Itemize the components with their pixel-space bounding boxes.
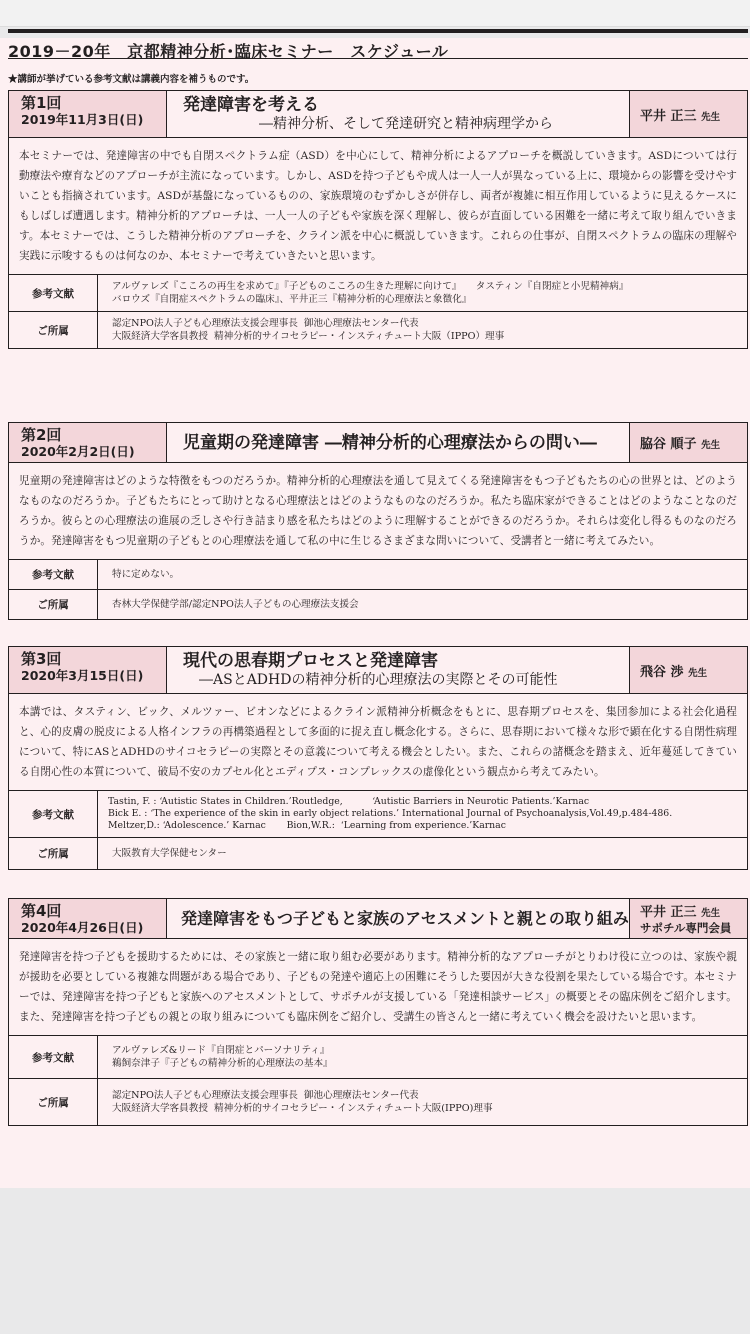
- session-3: [8, 646, 748, 870]
- session-description: 児童期の発達障害はどのような特徴をもつのだろうか。精神分析的心理療法を通して見えてくる発達障害をもつ子どもたちの心の世界とは、どのようなものなのだろうか。子どもたちにとって助けとなる心理療法とはどのようなものなのだろうか。私たち臨床家ができることはどのようなことなのだろうか。彼らとの心理療法の進展の乏しさや行き詰まり感を私たちはどのように理解することができるのだろうか。それらは変化し得るものなのだろうか。発達障害をもつ児童期の子どもとの心理療法を通して私の中に生じるさまざまな問いについて、受講者と一緒に考えてみたい。: [9, 463, 747, 560]
- speaker-box: [629, 647, 747, 693]
- speaker-name: 平井 正三: [640, 108, 697, 124]
- references-row: [9, 560, 747, 590]
- speaker-honorific: 先生: [701, 440, 721, 451]
- session-number-box: [9, 91, 167, 137]
- speaker-box: [629, 423, 747, 462]
- references-row: [9, 1036, 747, 1079]
- session-number: 第1回: [21, 94, 62, 112]
- session-title: 児童期の発達障害 ―精神分析的心理療法からの問い―: [183, 432, 597, 453]
- session-date: 2020年2月2日(日): [21, 444, 135, 459]
- reference-item: 特に定めない。: [112, 569, 180, 580]
- affiliation-item: 認定NPO法人子ども心理療法支援会理事長 御池心理療法センター代表: [112, 318, 419, 329]
- session-date: 2020年3月15日(日): [21, 668, 144, 683]
- speaker-name: 平井 正三: [640, 905, 697, 920]
- affiliation-row: [9, 312, 747, 348]
- session-1: [8, 90, 748, 349]
- affiliation-label: ご所属: [9, 590, 98, 619]
- session-2: [8, 422, 748, 620]
- session-number-box: [9, 899, 167, 938]
- session-number-box: [9, 647, 167, 693]
- references-row: [9, 791, 747, 838]
- viewer-background: [0, 1188, 750, 1334]
- session-description: 本講では、タスティン、ビック、メルツァー、ビオンなどによるクライン派精神分析概念をもとに、思春期プロセスを、集団参加による社会化過程と、心的皮膚の脱皮による人格インフラの再構築過程として多面的に捉え直し概念化する。さらに、思春期において様々な形で顕在化する自閉性病理について、特にASとADHDのサイコセラピーの実際とその意義について考える機会としたい。また、これらの諸概念を踏まえ、近年蔓延してきている自閉心性の本質について、破局不安のカプセル化とエディプス・コンプレックスの虚像化という観点から考えてみたい。: [9, 694, 747, 791]
- reference-item: アルヴァレズ『こころの再生を求めて』『子どものこころの生きた理解に向けて』 タスティン『自閉症と小児精神病』: [112, 281, 629, 292]
- speaker-box: [629, 899, 747, 938]
- affiliation-item: 大阪経済大学客員教授 精神分析的サイコセラピー・インスティチュート大阪（IPPO）理事: [112, 331, 505, 342]
- session-number: 第4回: [21, 902, 62, 920]
- session-title-box: [167, 899, 629, 938]
- page-title: 2019－20年 京都精神分析･臨床セミナー スケジュール: [8, 29, 748, 62]
- reference-item: Tastin, F. : ‘Autistic States in Children.’Routledge, ‘Autistic Barriers in Neurotic Patients.’Karnac: [108, 796, 590, 807]
- session-title-box: [167, 91, 629, 137]
- session-title-box: [167, 647, 629, 693]
- reference-item: 鵜飼奈津子『子どもの精神分析的心理療法の基本』: [112, 1058, 333, 1069]
- session-4: [8, 898, 748, 1126]
- session-number-box: [9, 423, 167, 462]
- affiliation-row: [9, 838, 747, 869]
- session-title-box: [167, 423, 629, 462]
- session-description: 発達障害を持つ子どもを援助するためには、その家族と一緒に取り組む必要があります。精神分析的なアプローチがとりわけ役に立つのは、家族や親が援助を必要としている複雑な問題がある場合であり、子どもの発達や適応上の困難にそうした要因が大きな役割を果たしている場合です。本セミナーでは、発達障害を持つ子どもと家族へのアセスメントとして、サポチルが支援している「発達相談サービス」の概要とその臨床例をご紹介します。また、発達障害を持つ子どもの親との取り組みについても臨床例をご紹介し、受講生の皆さんと一緒に考えていく機会を設けたいと思います。: [9, 939, 747, 1036]
- affiliation-item: 認定NPO法人子ども心理療法支援会理事長 御池心理療法センター代表: [112, 1090, 419, 1101]
- speaker-honorific: 先生: [688, 667, 708, 679]
- references-row: [9, 275, 747, 312]
- title-divider: [8, 58, 748, 59]
- speaker-name: 飛谷 渉: [640, 664, 684, 680]
- reference-item: Meltzer,D.: ‘Adolescence.’ Karnac Bion,W.R.: ‘Learning from experience.’Karnac: [108, 820, 506, 831]
- session-title: 発達障害を考える: [183, 95, 319, 115]
- session-description: 本セミナーでは、発達障害の中でも自閉スペクトラム症（ASD）を中心にして、精神分析によるアプローチを概説していきます。ASDについては行動療法や療育などのアプローチが主流になっています。しかし、ASDを持つ子どもや成人は一人一人が異なっている上に、環境からの影響を受けやすいことも指摘されています。ASDが基盤になっているものの、家族環境のむずかしさが併存し、両者が複雑に相互作用しているように見えるケースにもしばしば遭遇します。精神分析的アプローチは、一人一人の子どもや家族を深く理解し、彼らが直面している困難を一緒に考えて取り組んでいきます。本セミナーでは、こうした精神分析のアプローチを、クライン派を中心に概説していきます。これらの仕事が、自閉スペクトラムの臨床の理解や実践に示唆するものは何なのか、本セミナーで考えていきたいと思います。: [9, 138, 747, 275]
- affiliation-label: ご所属: [9, 838, 98, 869]
- references-label: 参考文献: [9, 791, 98, 837]
- session-subtitle: ―精神分析、そして発達研究と精神病理学から: [259, 116, 553, 132]
- speaker-membership: サポチル専門会員: [640, 921, 732, 935]
- speaker-honorific: 先生: [701, 111, 721, 123]
- session-date: 2019年11月3日(日): [21, 112, 144, 127]
- affiliation-item: 杏林大学保健学部/認定NPO法人子どもの心理療法支援会: [112, 599, 359, 610]
- reference-item: アルヴァレズ&リード『自閉症とパーソナリティ』: [112, 1045, 330, 1056]
- reference-item: Bick E. : ‘The experience of the skin in early object relations.’ International Journal of Psychoanalysis,Vol.49,p.484-486.: [108, 808, 673, 819]
- session-date: 2020年4月26日(日): [21, 920, 144, 935]
- session-title: 発達障害をもつ子どもと家族のアセスメントと親との取り組み: [181, 908, 629, 928]
- affiliation-label: ご所属: [9, 1079, 98, 1125]
- affiliation-item: 大阪経済大学客員教授 精神分析的サイコセラピー・インスティチュート大阪(IPPO)理事: [112, 1103, 493, 1114]
- references-label: 参考文献: [9, 1036, 98, 1078]
- references-label: 参考文献: [9, 275, 98, 311]
- speaker-name: 脇谷 順子: [640, 437, 697, 452]
- session-number: 第3回: [21, 650, 62, 668]
- viewer-top-bar: [0, 0, 750, 27]
- affiliation-row: [9, 590, 747, 619]
- affiliation-label: ご所属: [9, 312, 98, 348]
- affiliation-item: 大阪教育大学保健センター: [112, 848, 227, 859]
- session-subtitle: ―ASとADHDの精神分析的心理療法の実際とその可能性: [199, 672, 558, 688]
- speaker-honorific: 先生: [701, 908, 721, 919]
- references-label: 参考文献: [9, 560, 98, 589]
- speaker-box: [629, 91, 747, 137]
- reference-item: バロウズ『自閉症スペクトラムの臨床』、平井正三『精神分析的心理療法と象徴化』: [112, 294, 472, 305]
- session-title: 現代の思春期プロセスと発達障害: [183, 651, 438, 671]
- reference-note: ★講師が挙げている参考文献は講義内容を補うものです。: [8, 74, 255, 85]
- session-number: 第2回: [21, 426, 62, 444]
- affiliation-row: [9, 1079, 747, 1125]
